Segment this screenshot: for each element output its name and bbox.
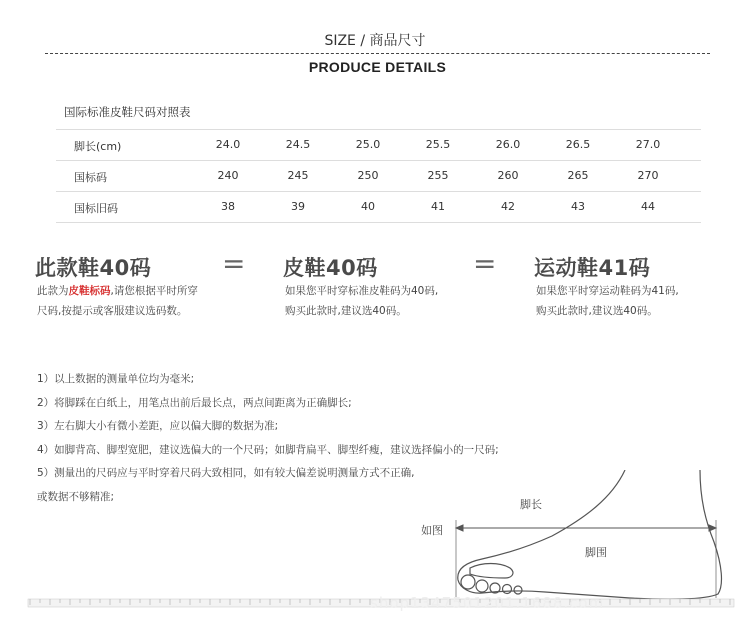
desc-highlight: 皮鞋标码: [68, 285, 111, 297]
table-cell: 240: [217, 169, 239, 182]
table-cell: 255: [427, 169, 449, 182]
row-label: 国标码: [74, 171, 107, 184]
equals-sign: =: [473, 247, 497, 280]
desc-text: 如果您平时穿标准皮鞋码为40码,: [285, 285, 439, 297]
girth-label: 脚围: [585, 546, 607, 559]
table-cell: 265: [567, 169, 589, 182]
desc-text: 购买此款时,建议选40码。: [536, 305, 658, 317]
foot-outline: [458, 470, 722, 599]
this-shoe-description: [37, 281, 198, 321]
table-cell: 24.0: [215, 138, 241, 151]
shop-watermark: shop1347501201.1688.com: [370, 594, 605, 612]
sports-shoe-size-title: 运动鞋41码: [534, 256, 651, 280]
table-cell: 39: [291, 200, 305, 213]
row-label: 脚长(cm): [74, 140, 122, 153]
table-row: [56, 129, 701, 160]
table-cell: 26.5: [565, 138, 591, 151]
table-cell: 43: [571, 200, 585, 213]
table-cell: 26.0: [495, 138, 521, 151]
size-title: SIZE / 商品尺寸: [324, 33, 426, 49]
length-label: 脚长: [520, 498, 542, 511]
note-item: 3）左右脚大小有微小差距，应以偏大脚的数据为准;: [37, 420, 279, 432]
table-cell: 25.0: [355, 138, 381, 151]
leather-shoe-description: [285, 281, 438, 321]
equals-sign: =: [222, 247, 246, 280]
table-row: [56, 191, 701, 223]
table-cell: 260: [497, 169, 519, 182]
divider: [45, 53, 710, 54]
note-item: 4）如脚背高、脚型宽肥，建议选偏大的一个尺码；如脚背扁平、脚型纤瘦，建议选择偏小的一尺码;: [37, 443, 499, 456]
desc-text: 购买此款时,建议选40码。: [285, 305, 407, 317]
size-table-title: 国际标准皮鞋尺码对照表: [64, 105, 191, 119]
table-cell: 44: [641, 200, 655, 213]
desc-text: 此款为: [37, 285, 69, 297]
leather-shoe-size-title: 皮鞋40码: [283, 256, 378, 280]
table-cell: 38: [221, 200, 235, 213]
desc-text: 尺码,按提示或客服建议选码数。: [37, 305, 188, 317]
table-cell: 40: [361, 200, 375, 213]
sports-shoe-description: [536, 281, 679, 321]
produce-details-heading: PRODUCE DETAILS: [308, 59, 447, 75]
this-shoe-size-title: 此款鞋40码: [35, 256, 152, 280]
size-table: [56, 129, 701, 223]
table-row: [56, 160, 701, 191]
desc-text: ,请您根据平时所穿: [110, 285, 198, 297]
note-item: 2）将脚踩在白纸上，用笔点出前后最长点，两点间距离为正确脚长;: [37, 396, 352, 409]
length-arrow: [456, 525, 716, 531]
table-cell: 25.5: [425, 138, 451, 151]
table-cell: 27.0: [635, 138, 661, 151]
table-cell: 24.5: [285, 138, 311, 151]
table-cell: 41: [431, 200, 445, 213]
note-item: 5）测量出的尺码应与平时穿着尺码大致相同，如有较大偏差说明测量方式不正确,: [37, 467, 415, 479]
figure-label: 如图: [421, 524, 443, 537]
desc-text: 如果您平时穿运动鞋码为41码,: [536, 285, 679, 297]
note-item: 或数据不够精准;: [37, 490, 115, 503]
note-item: 1）以上数据的测量单位均为毫米;: [37, 373, 195, 385]
table-cell: 42: [501, 200, 515, 213]
row-label: 国标旧码: [74, 202, 118, 215]
table-cell: 270: [637, 169, 659, 182]
table-cell: 245: [287, 169, 309, 182]
table-cell: 250: [357, 169, 379, 182]
